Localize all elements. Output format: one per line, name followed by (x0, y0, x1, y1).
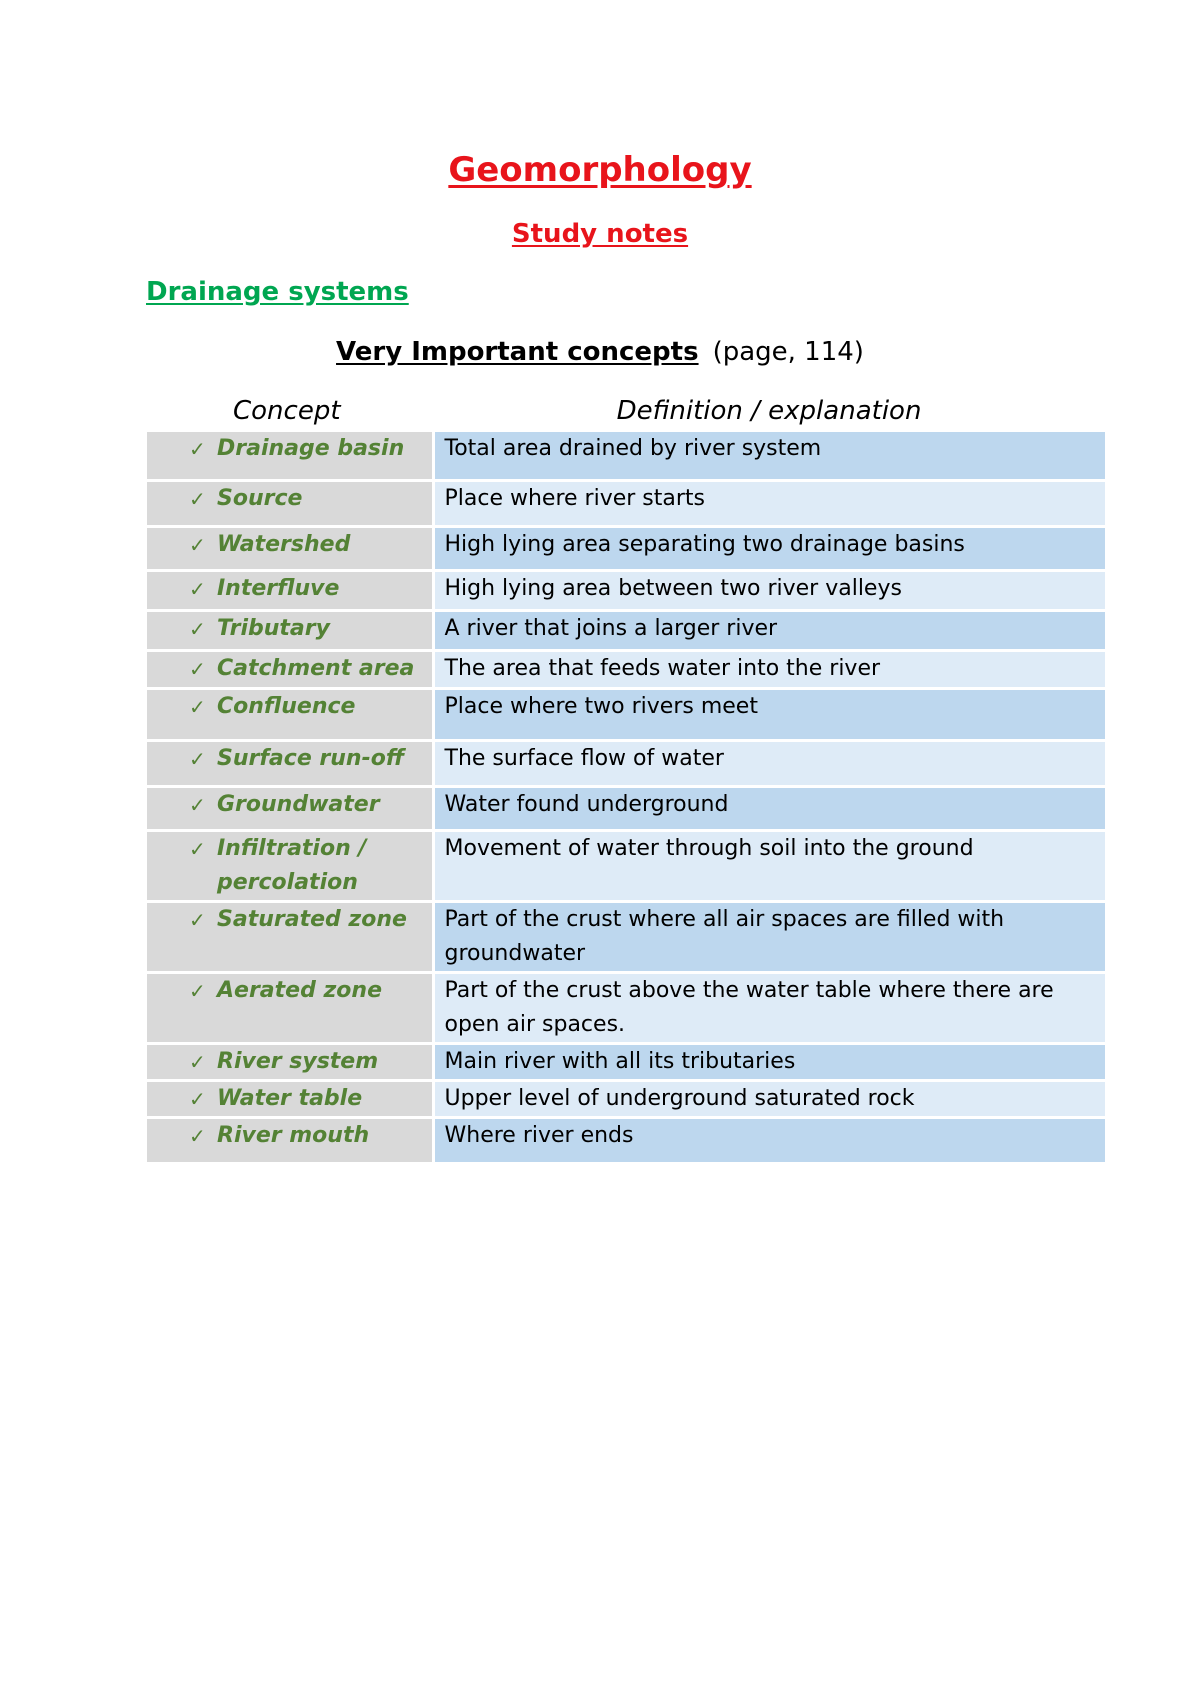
concept-cell (147, 901, 433, 972)
checkmark-icon: ✓ (189, 1123, 206, 1148)
checkmark-icon: ✓ (189, 907, 206, 932)
concept-cell (147, 1080, 433, 1117)
checkmark-icon: ✓ (189, 836, 206, 861)
definition-cell: A river that joins a larger river (433, 610, 1105, 650)
concept-term: Confluence (217, 693, 356, 719)
table-row (147, 650, 1105, 688)
table-row (147, 1080, 1105, 1117)
concept-term: River system (217, 1048, 379, 1074)
concept-term: Saturated zone (217, 906, 407, 932)
concept-term: Tributary (217, 615, 330, 641)
concept-term: Groundwater (217, 791, 380, 817)
table-header-row (147, 396, 1105, 432)
concept-term: Aerated zone (217, 977, 382, 1003)
table-heading (0, 337, 1200, 367)
checkmark-icon: ✓ (189, 746, 206, 771)
table-row (147, 972, 1105, 1043)
concept-cell (147, 830, 433, 901)
checkmark-icon: ✓ (189, 792, 206, 817)
concept-cell (147, 432, 433, 480)
concept-term: Watershed (217, 531, 351, 557)
definition-cell: Part of the crust above the water table where there are open air spaces. (433, 972, 1105, 1043)
section-heading: Drainage systems (146, 277, 409, 307)
table-row (147, 901, 1105, 972)
concept-cell (147, 526, 433, 570)
checkmark-icon: ✓ (189, 694, 206, 719)
concept-cell (147, 650, 433, 688)
definition-cell: High lying area between two river valleys (433, 570, 1105, 610)
definition-cell: High lying area separating two drainage basins (433, 526, 1105, 570)
checkmark-icon: ✓ (189, 1086, 206, 1111)
concept-term: Interfluve (217, 575, 340, 601)
table-row (147, 610, 1105, 650)
definition-cell: The surface flow of water (433, 740, 1105, 786)
definition-cell: Place where river starts (433, 480, 1105, 526)
concepts-table (147, 396, 1105, 1165)
concept-term: Water table (217, 1085, 363, 1111)
concept-cell (147, 786, 433, 830)
checkmark-icon: ✓ (189, 486, 206, 511)
column-header-concept: Concept (233, 396, 341, 426)
concept-term: Source (217, 485, 303, 511)
definition-cell: Movement of water through soil into the ground (433, 830, 1105, 901)
concept-term: Catchment area (217, 655, 415, 681)
concept-term: River mouth (217, 1122, 370, 1148)
concept-cell (147, 1117, 433, 1163)
concept-cell (147, 570, 433, 610)
column-header-definition: Definition / explanation (616, 396, 922, 426)
concept-term: Infiltration / percolation (217, 835, 367, 895)
definition-cell: Part of the crust where all air spaces are filled with groundwater (433, 901, 1105, 972)
table-row (147, 740, 1105, 786)
checkmark-icon: ✓ (189, 437, 206, 461)
definition-cell: Water found underground (433, 786, 1105, 830)
concept-cell (147, 740, 433, 786)
definition-cell: The area that feeds water into the river (433, 650, 1105, 688)
concept-cell (147, 610, 433, 650)
table-heading-title: Very Important concepts (336, 337, 699, 367)
checkmark-icon: ✓ (189, 656, 206, 681)
checkmark-icon: ✓ (189, 1049, 206, 1074)
table-row (147, 570, 1105, 610)
table-row (147, 786, 1105, 830)
table-row (147, 432, 1105, 480)
definition-cell: Main river with all its tributaries (433, 1043, 1105, 1080)
definition-cell: Total area drained by river system (433, 432, 1105, 480)
table-row (147, 480, 1105, 526)
concept-cell (147, 688, 433, 740)
definition-cell: Place where two rivers meet (433, 688, 1105, 740)
page-subtitle: Study notes (511, 219, 689, 249)
definition-cell: Where river ends (433, 1117, 1105, 1163)
page-title: Geomorphology (448, 150, 752, 190)
table-heading-page-ref: (page, 114) (712, 337, 864, 367)
table-row (147, 688, 1105, 740)
concept-term: Drainage basin (217, 436, 405, 461)
checkmark-icon: ✓ (189, 616, 206, 641)
concept-cell (147, 480, 433, 526)
concept-cell (147, 972, 433, 1043)
checkmark-icon: ✓ (189, 576, 206, 601)
table-row (147, 830, 1105, 901)
table-row (147, 1117, 1105, 1163)
checkmark-icon: ✓ (189, 532, 206, 557)
definition-cell: Upper level of underground saturated rock (433, 1080, 1105, 1117)
concept-cell (147, 1043, 433, 1080)
table-row (147, 1043, 1105, 1080)
table-row (147, 526, 1105, 570)
checkmark-icon: ✓ (189, 978, 206, 1003)
concept-term: Surface run-off (217, 745, 405, 771)
